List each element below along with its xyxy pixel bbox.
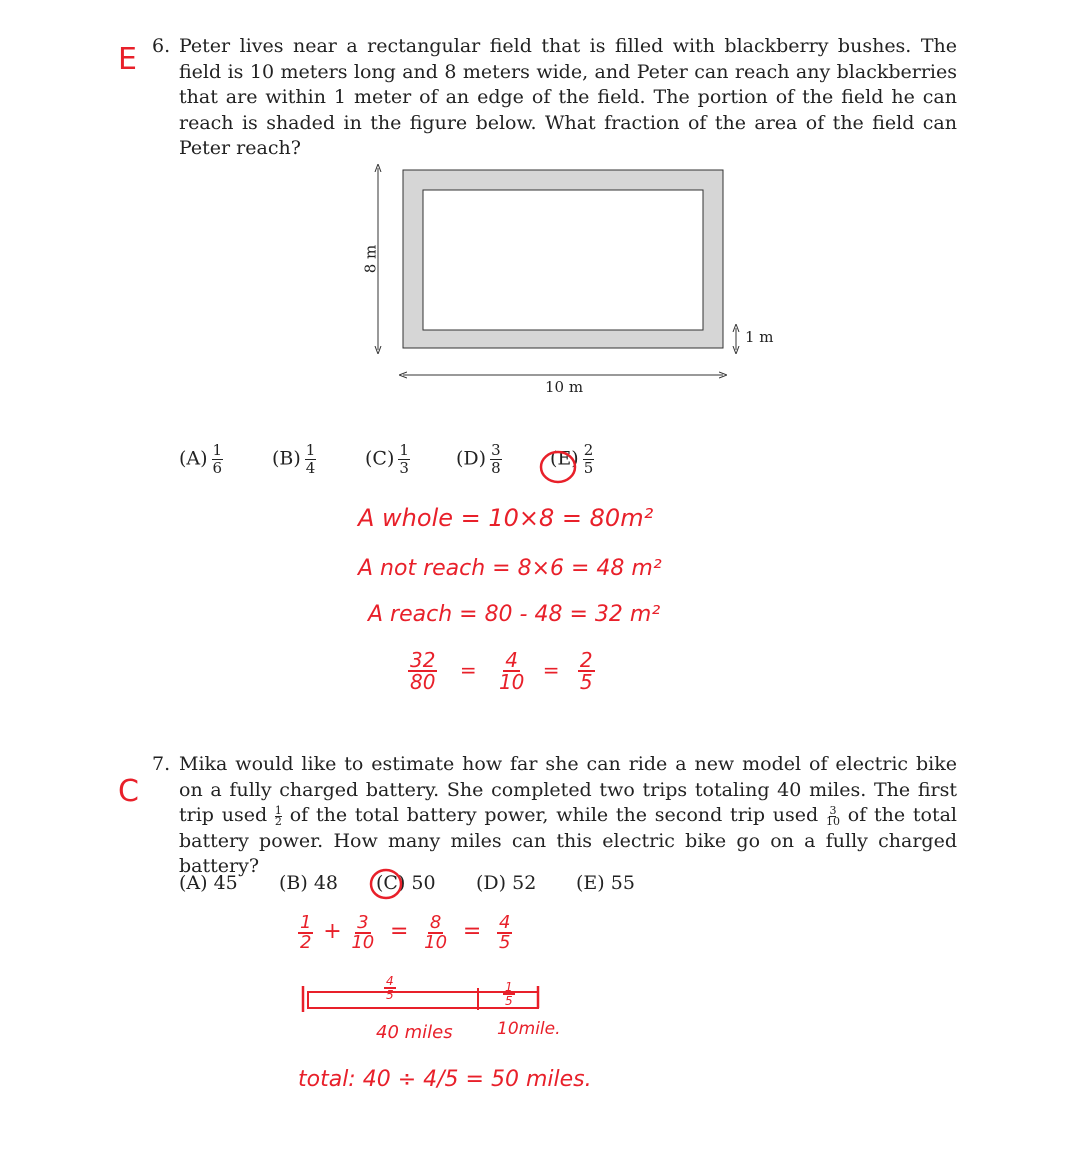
choice-c[interactable]: (C) 50 (376, 872, 436, 894)
choice-e[interactable]: (E) $\frac{2}{5}$ (550, 441, 594, 477)
circle-mark-q7 (367, 866, 407, 902)
choice-e[interactable]: (E) 55 (576, 872, 635, 894)
work-line-2: A not reach = 8×6 = 48 m² (358, 556, 662, 581)
choice-b[interactable]: (B) $\frac{1}{4}$ (272, 441, 316, 477)
tape-right-fraction: $\frac{1}{5}$ (505, 980, 513, 1008)
choice-a[interactable]: (A) 45 (179, 872, 238, 894)
work-line-1: A whole = 10×8 = 80m² (358, 504, 654, 532)
choice-d[interactable]: (D) $\frac{3}{8}$ (456, 441, 501, 477)
choice-b[interactable]: (B) 48 (279, 872, 339, 894)
tape-left-label: 40 miles (376, 1022, 453, 1043)
width-label: 10 m (545, 378, 584, 396)
height-label: 8 m (361, 244, 380, 274)
problem-number: 7. (152, 753, 171, 775)
work-sum: $\frac{1}{2}$ + $\frac{3}{10}$ = $\frac{8}{10}$ = $\frac{4}{5}$ (300, 912, 511, 953)
choice-c[interactable]: (C) $\frac{1}{3}$ (365, 441, 409, 477)
choice-d[interactable]: (D) 52 (476, 872, 537, 894)
border-label: 1 m (745, 328, 774, 346)
circle-mark-q6 (538, 448, 580, 486)
tape-left-fraction: $\frac{4}{5}$ (386, 974, 394, 1002)
field-figure (360, 160, 790, 400)
problem-number: 6. (152, 35, 171, 57)
work-fractions: $\frac{32}{80}$ = $\frac{4}{10}$ = $\frac{2}{5}$ (410, 648, 593, 694)
problem-text: Mika would like to estimate how far she can ride a new model of electric bike on a fully charged battery. She completed two trips totaling 40 miles. The first trip used $\frac{1}{2}$ of the total battery power, while the second trip used $\frac{3}{10}$ of the total battery power. How many miles can this electric bike go on a fully charged battery? (179, 753, 958, 878)
answer-mark-q7: C (118, 774, 139, 809)
choice-a[interactable]: (A) $\frac{1}{6}$ (179, 441, 223, 477)
problem-6 (152, 34, 957, 162)
answer-mark-q6: E (118, 42, 137, 77)
tape-right-label: 10mile. (497, 1019, 561, 1039)
problem-text: Peter lives near a rectangular field that is filled with blackberry bushes. The field is 10 meters long and 8 meters wide, and Peter can reach any blackberries that are within 1 meter of an edge of the field. The portion of the field he can reach is shaded in the figure below. What fraction of the area of the field can Peter reach? (179, 35, 957, 160)
problem-7 (152, 752, 957, 880)
work-total: total: 40 ÷ 4/5 = 50 miles. (298, 1067, 592, 1092)
field-inner (423, 190, 703, 330)
work-line-3: A reach = 80 - 48 = 32 m² (368, 602, 661, 627)
